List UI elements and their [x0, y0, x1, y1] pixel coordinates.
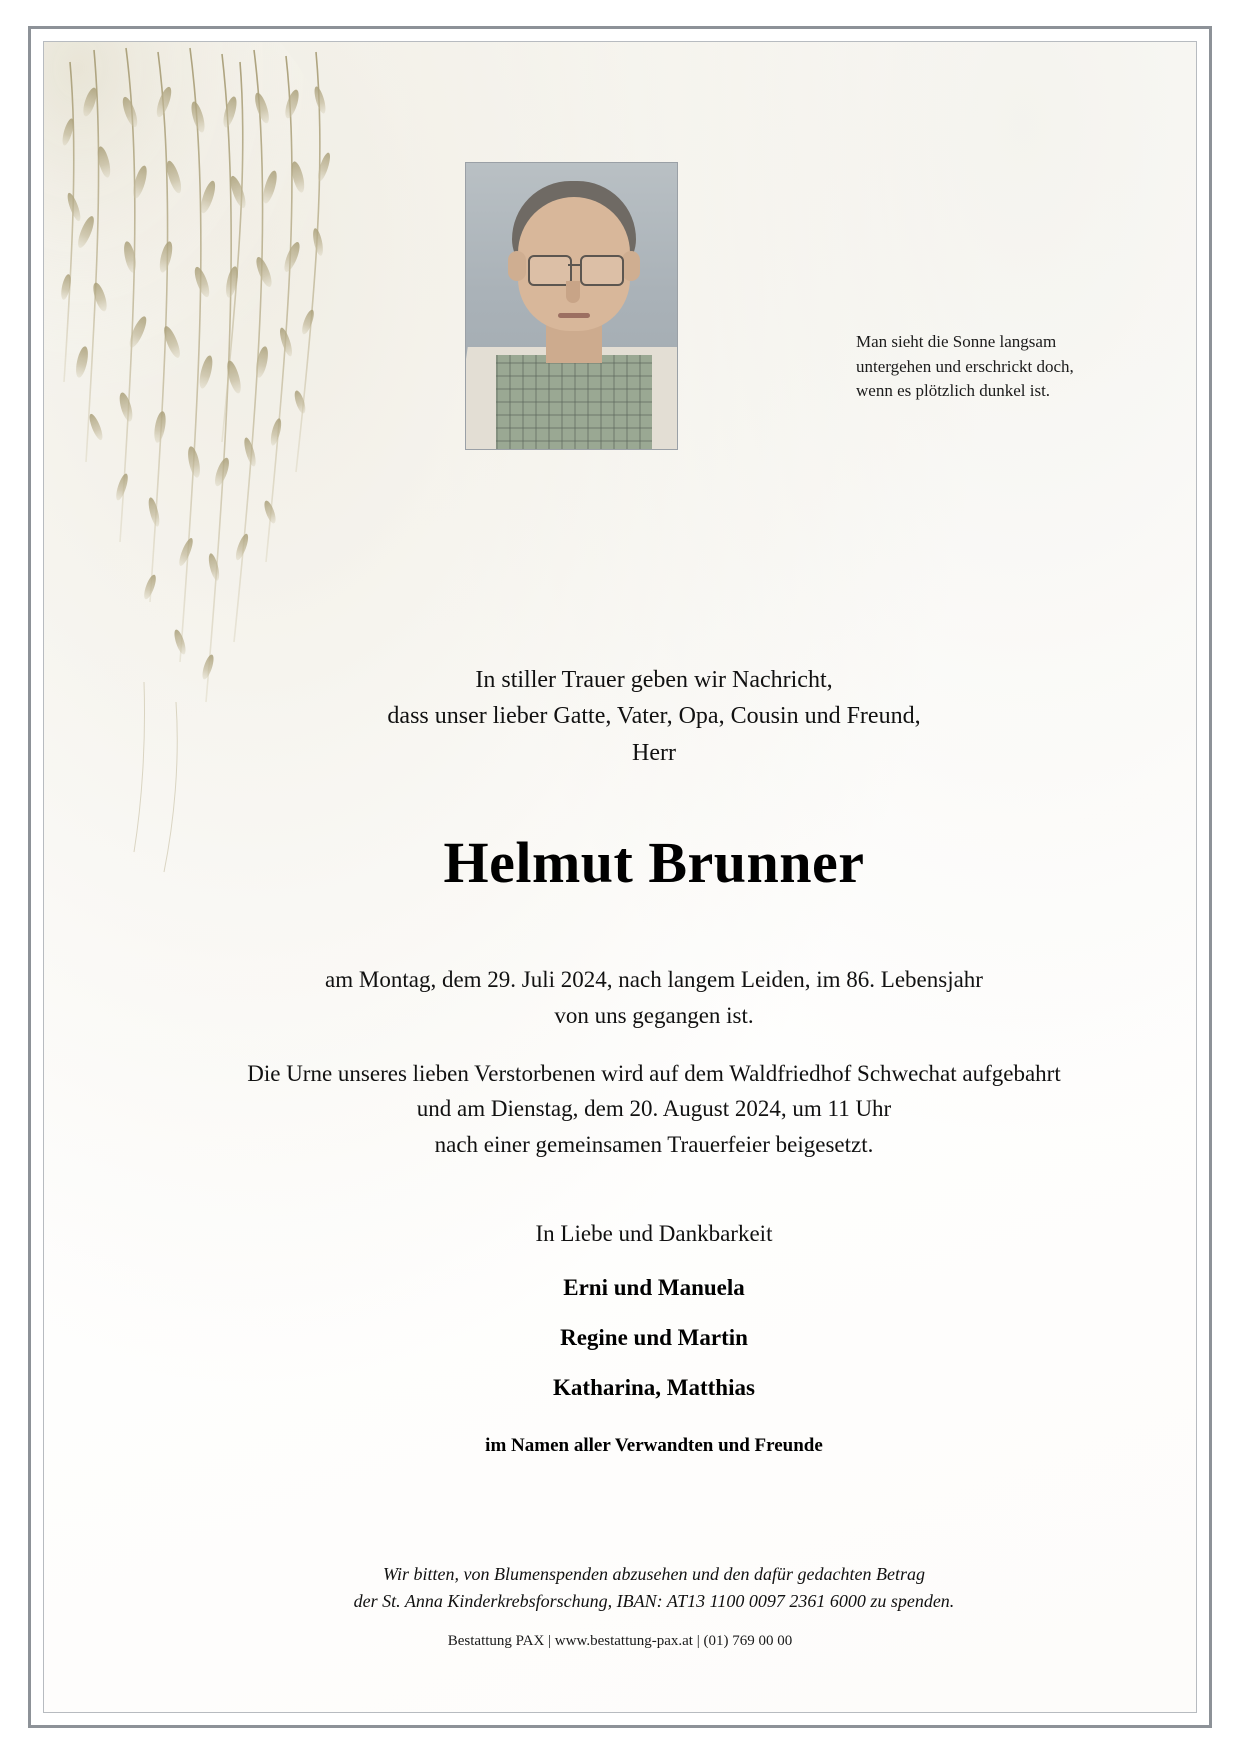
- donation-line-2: der St. Anna Kinderkrebsforschung, IBAN: AT13 1100 0097 2361 6000 zu spenden.: [353, 1590, 955, 1611]
- quote-line-2: untergehen und erschrickt doch,: [856, 356, 1074, 376]
- details-line-3: Die Urne unseres lieben Verstorbenen wird auf dem Waldfriedhof Schwechat aufgebahrt: [247, 1060, 1061, 1086]
- closing-thanks: In Liebe und Dankbarkeit: [535, 1220, 773, 1246]
- details-line-1: am Montag, dem 29. Juli 2024, nach langem Leiden, im 86. Lebensjahr: [325, 967, 983, 993]
- paper-background: [44, 42, 1196, 1712]
- survivor-line-1: Erni und Manuela: [563, 1274, 745, 1300]
- announcement-line-1: In stiller Trauer geben wir Nachricht,: [475, 667, 833, 693]
- details-block: [184, 962, 1124, 1162]
- announcement-line-3: Herr: [632, 739, 676, 766]
- memorial-quote: [856, 330, 1156, 404]
- announcement-line-2: dass unser lieber Gatte, Vater, Opa, Cousin und Freund,: [387, 703, 921, 730]
- survivor-line-2: Regine und Martin: [560, 1324, 748, 1350]
- donation-request: [184, 1561, 1124, 1615]
- quote-line-3: wenn es plötzlich dunkel ist.: [856, 381, 1051, 401]
- details-line-4: und am Dienstag, dem 20. August 2024, um 11 Uhr: [416, 1096, 892, 1122]
- portrait-illustration: [466, 163, 677, 449]
- details-line-5: nach einer gemeinsamen Trauerfeier beigesetzt.: [434, 1131, 874, 1157]
- quote-line-1: Man sieht die Sonne langsam: [856, 332, 1057, 351]
- deceased-name: Helmut Brunner: [443, 830, 865, 896]
- on-behalf-text: im Namen aller Verwandten und Freunde: [485, 1434, 823, 1456]
- footer: [44, 1633, 1196, 1650]
- details-line-2: von uns gegangen ist.: [554, 1003, 754, 1029]
- main-text-column: [184, 662, 1124, 1615]
- portrait-photo: [465, 162, 678, 450]
- donation-line-1: Wir bitten, von Blumenspenden abzusehen und den dafür gedachten Betrag: [383, 1563, 925, 1584]
- inner-frame: [43, 41, 1197, 1713]
- footer-text: Bestattung PAX | www.bestattung-pax.at | (01) 769 00 00: [447, 1633, 793, 1649]
- survivor-line-3: Katharina, Matthias: [553, 1374, 755, 1400]
- outer-frame: [28, 26, 1212, 1728]
